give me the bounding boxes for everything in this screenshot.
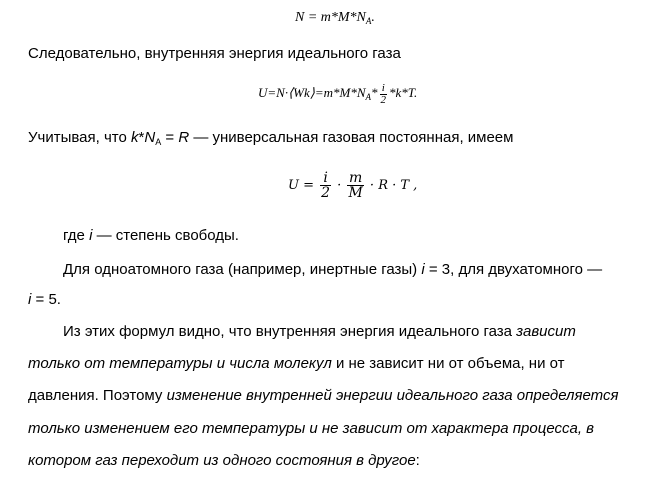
- text-suffix: — универсальная газовая постоянная, имеем: [189, 129, 514, 146]
- text-suffix: :: [415, 452, 420, 469]
- paragraph-degrees-of-freedom: [63, 226, 239, 246]
- text-italic: изменение внутренней энергии идеального газа определяется: [166, 387, 619, 404]
- text-prefix: давления. Поэтому: [28, 387, 167, 404]
- formula-dot: ·: [333, 178, 346, 193]
- fraction-i-over-2: [380, 83, 388, 106]
- symbol-star: *: [138, 129, 145, 146]
- fraction-denominator: 2: [380, 93, 386, 106]
- paragraph-conclusion-line4: [28, 419, 594, 439]
- fraction-denominator: M: [348, 185, 363, 201]
- text-prefix: Из этих формул видно, что внутренняя энергия идеального газа: [63, 323, 517, 340]
- symbol-subscript: A: [155, 137, 162, 147]
- fraction-numerator: m: [348, 170, 363, 186]
- text-suffix: и не зависит ни от объема, ни от: [331, 355, 565, 372]
- formula-lhs: U=N·⟨Wk⟩=m*M*N: [258, 85, 366, 100]
- fraction-numerator: i: [323, 170, 328, 186]
- paragraph-conclusion-line1: [63, 322, 576, 342]
- paragraph-conclusion-line2: [28, 354, 565, 374]
- formula-subscript: A: [365, 92, 371, 102]
- symbol-n: N: [144, 129, 156, 146]
- symbol-r: R: [178, 129, 190, 146]
- text-mid: = 3, для двухатомного —: [424, 261, 603, 278]
- fraction-denominator: 2: [321, 185, 331, 201]
- symbol-i: i: [28, 291, 32, 308]
- formula-mid: *: [371, 85, 378, 100]
- text-prefix: Для одноатомного газа (например, инертные газы): [63, 261, 422, 278]
- paragraph-conclusion-line3: [28, 386, 619, 406]
- symbol-k: k: [131, 129, 139, 146]
- formula-internal-energy: [258, 78, 417, 108]
- text-italic: котором газ переходит из одного состояния в другое: [28, 452, 416, 469]
- formula-subscript: A: [365, 16, 372, 26]
- paragraph-internal-energy: Следовательно, внутренняя энергия идеального газа: [28, 45, 401, 62]
- symbol-equals: =: [161, 129, 179, 146]
- formula-lhs: U =: [288, 178, 319, 193]
- formula-end: .: [371, 10, 375, 25]
- fraction-i-over-2: [320, 171, 331, 200]
- formula-particle-count: [295, 8, 375, 28]
- text-suffix: = 5.: [31, 291, 61, 308]
- symbol-i: i: [421, 261, 425, 278]
- fraction-numerator: i: [381, 81, 385, 94]
- symbol-i: i: [89, 227, 93, 244]
- paragraph-conclusion-line5: [28, 451, 420, 471]
- formula-rhs: · R · T ,: [365, 178, 418, 193]
- text-italic: только от температуры и числа молекул: [28, 355, 332, 372]
- text-italic: только изменением его температуры и не зависит от характера процесса, в: [28, 420, 594, 437]
- formula-text: N = m*M*N: [295, 10, 366, 25]
- text-italic: зависит: [516, 323, 576, 340]
- text-suffix: — степень свободы.: [92, 227, 239, 244]
- text-prefix: где: [63, 227, 90, 244]
- formula-rhs: *k*T.: [389, 85, 418, 100]
- paragraph-monatomic-line2: [28, 290, 61, 310]
- paragraph-monatomic-line1: [63, 260, 602, 280]
- paragraph-gas-constant: [28, 128, 513, 149]
- fraction-m-over-M: [347, 171, 363, 200]
- text-prefix: Учитывая, что: [28, 129, 132, 146]
- formula-energy-rt: [288, 164, 417, 208]
